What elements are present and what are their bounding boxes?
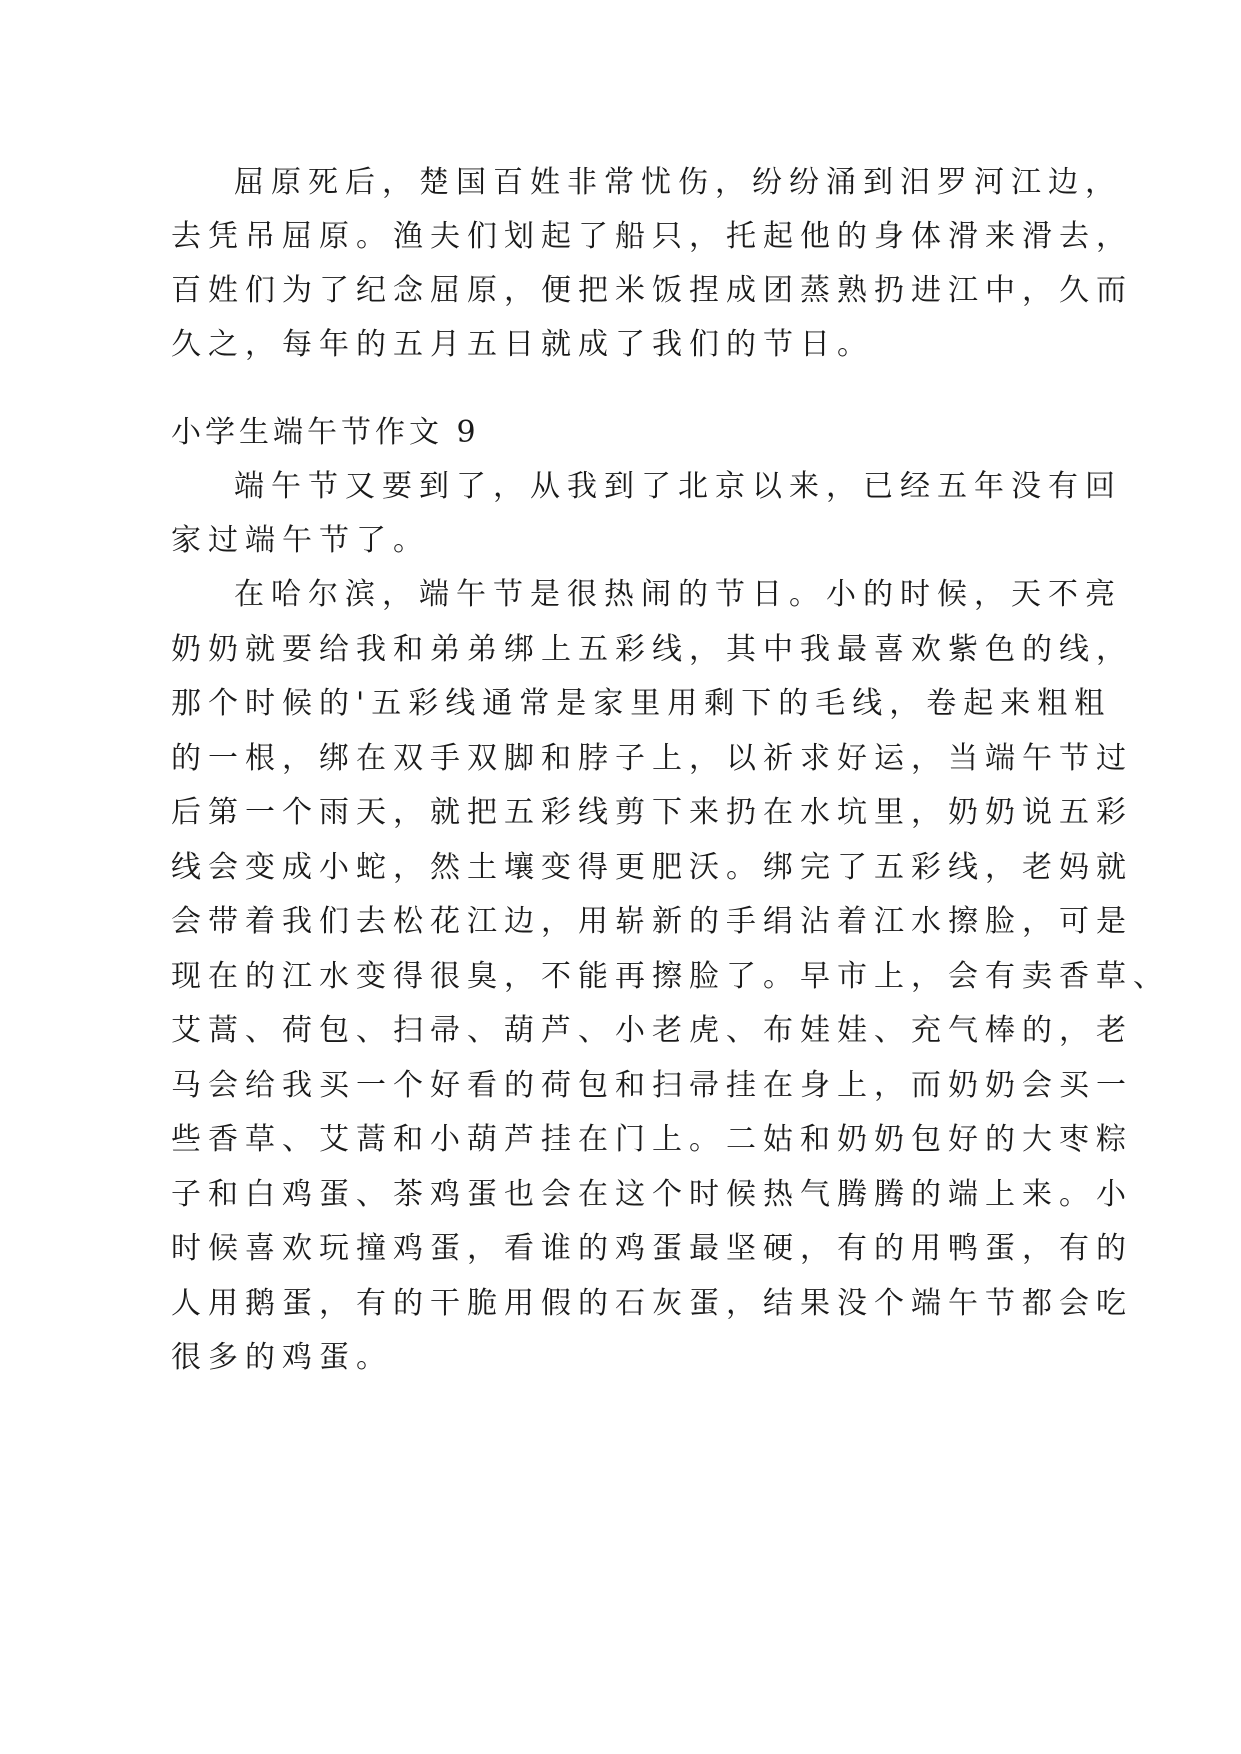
text-line: 的一根，绑在双手双脚和脖子上，以祈求好运，当端午节过 <box>171 741 1133 776</box>
text-line: 艾蒿、荷包、扫帚、葫芦、小老虎、布娃娃、充气棒的，老 <box>171 1013 1133 1048</box>
text-line: 很多的鸡蛋。 <box>171 1340 393 1375</box>
text-line: 在哈尔滨，端午节是很热闹的节日。小的时候，天不亮 <box>234 577 1122 612</box>
text-line: 些香草、艾蒿和小葫芦挂在门上。二姑和奶奶包好的大枣粽 <box>171 1122 1133 1157</box>
text-line: 去凭吊屈原。渔夫们划起了船只，托起他的身体滑来滑去， <box>171 219 1133 254</box>
text-line: 百姓们为了纪念屈原，便把米饭捏成团蒸熟扔进江中，久而 <box>171 273 1133 308</box>
text-line: 后第一个雨天，就把五彩线剪下来扔在水坑里，奶奶说五彩 <box>171 795 1133 830</box>
text-line: 端午节又要到了，从我到了北京以来，已经五年没有回 <box>234 469 1122 504</box>
text-line: 子和白鸡蛋、茶鸡蛋也会在这个时候热气腾腾的端上来。小 <box>171 1177 1133 1212</box>
text-line: 久之，每年的五月五日就成了我们的节日。 <box>171 327 874 362</box>
text-line: 那个时候的'五彩线通常是家里用剩下的毛线，卷起来粗粗 <box>171 686 1112 721</box>
text-line: 会带着我们去松花江边，用崭新的手绢沾着江水擦脸，可是 <box>171 904 1133 939</box>
text-line: 线会变成小蛇，然土壤变得更肥沃。绑完了五彩线，老妈就 <box>171 850 1133 885</box>
text-line: 屈原死后，楚国百姓非常忧伤，纷纷涌到汨罗河江边， <box>234 165 1122 200</box>
text-line: 人用鹅蛋，有的干脆用假的石灰蛋，结果没个端午节都会吃 <box>171 1286 1133 1321</box>
essay-heading: 小学生端午节作文 9 <box>171 415 480 450</box>
text-line: 时候喜欢玩撞鸡蛋，看谁的鸡蛋最坚硬，有的用鸭蛋，有的 <box>171 1231 1133 1266</box>
text-line: 奶奶就要给我和弟弟绑上五彩线，其中我最喜欢紫色的线， <box>171 632 1133 667</box>
text-line: 现在的江水变得很臭，不能再擦脸了。早市上，会有卖香草、 <box>171 959 1170 994</box>
text-line: 马会给我买一个好看的荷包和扫帚挂在身上，而奶奶会买一 <box>171 1068 1133 1103</box>
text-line: 家过端午节了。 <box>171 523 430 558</box>
